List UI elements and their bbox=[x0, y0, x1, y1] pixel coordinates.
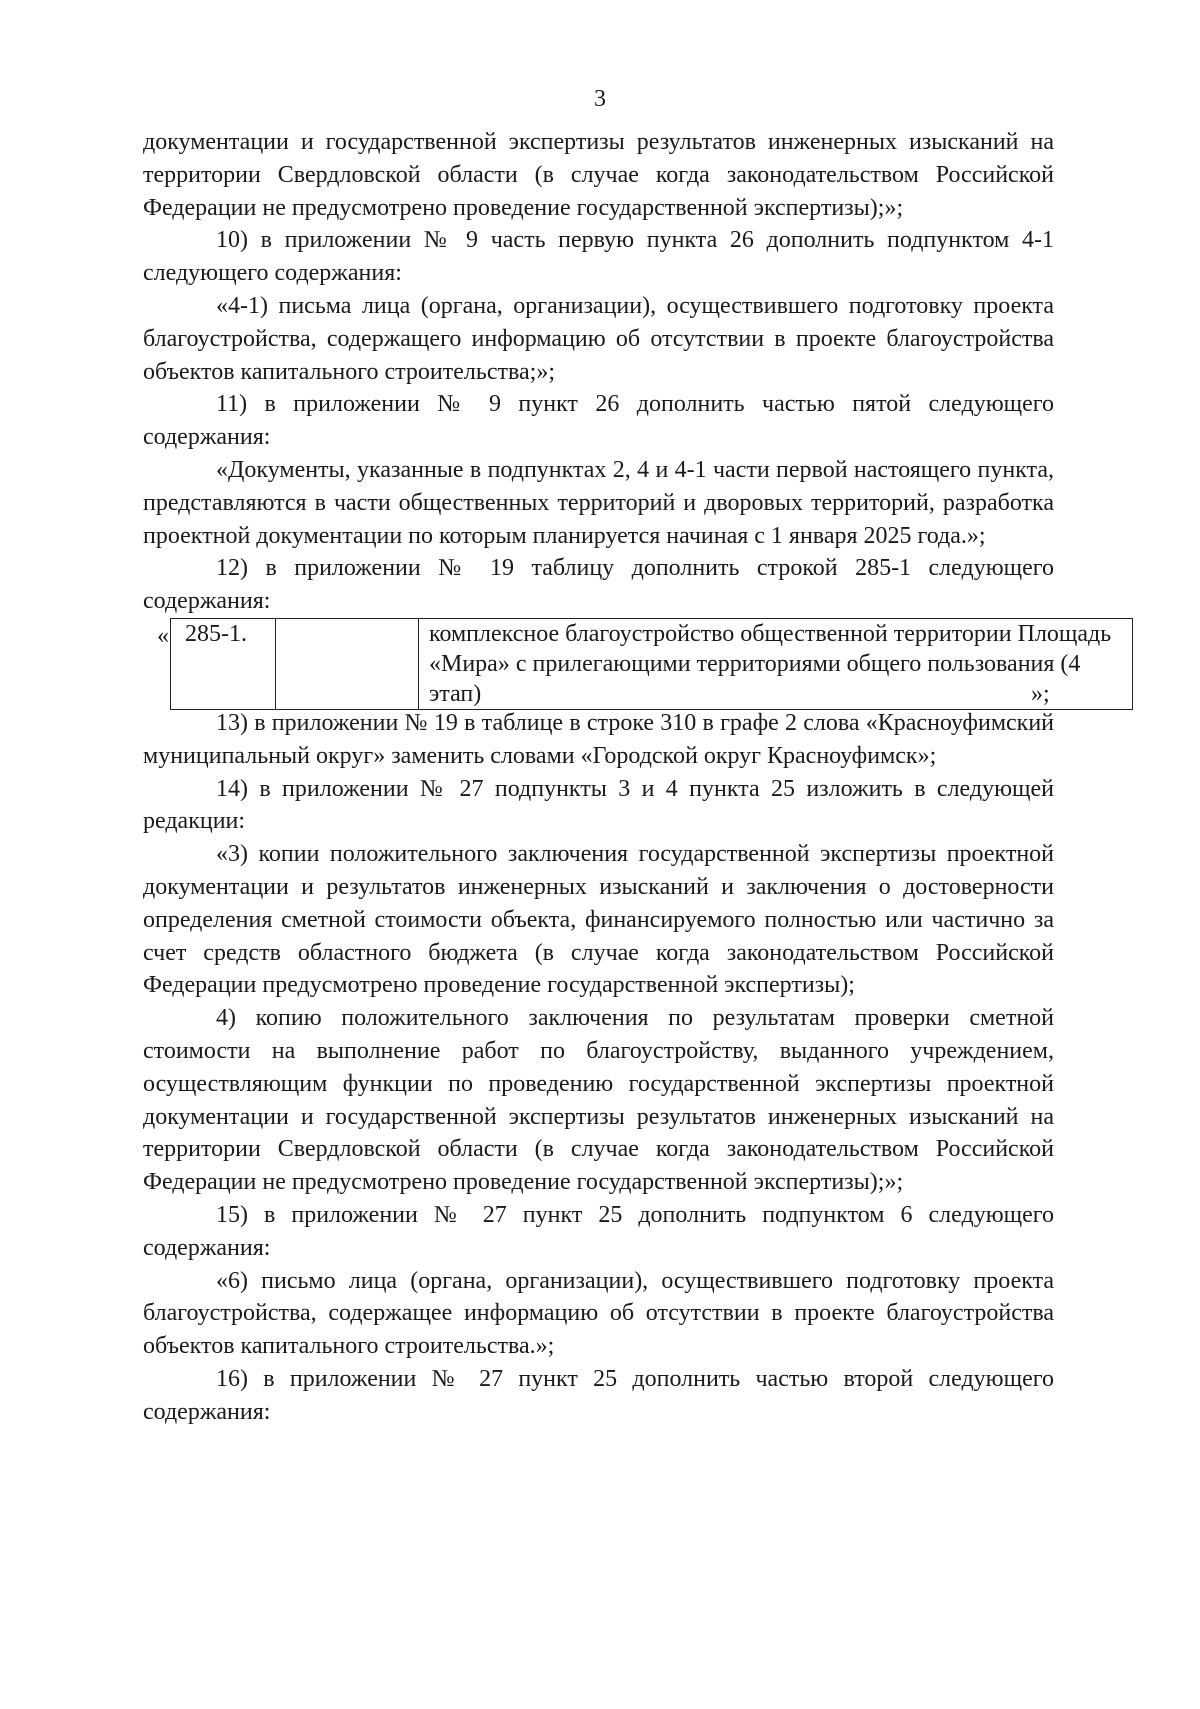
page-number: 3 bbox=[594, 86, 606, 112]
inserted-table-block bbox=[143, 618, 1112, 707]
inserted-table bbox=[170, 618, 1133, 710]
table-close-quote: »; bbox=[1031, 680, 1050, 707]
paragraph: документации и государственной экспертизы результатов инженерных изысканий на территории Свердловской области (в случае когда законодательством Российской Федерации не предусмотрено проведение государственной экспертизы);»; bbox=[143, 129, 1054, 221]
empty-cell bbox=[276, 618, 419, 709]
paragraph: 13) в приложении № 19 в таблице в строке 310 в графе 2 слова «Красноуфимский муниципальный округ» заменить словами «Городской округ Красноуфимск»; bbox=[143, 709, 1054, 769]
paragraph: 14) в приложении № 27 подпункты 3 и 4 пункта 25 изложить в следующей редакции: bbox=[143, 775, 1054, 835]
paragraph: 4) копию положительного заключения по результатам проверки сметной стоимости на выполнение работ по благоустройству, выданного учреждением, осуществляющим функции по проведению государственной экспертизы проектной документации и государственной экспертизы результатов инженерных изысканий на территории Свердловской области (в случае когда законодательством Российской Федерации не предусмотрено проведение государственной экспертизы);»; bbox=[143, 1005, 1054, 1196]
table-open-quote: « bbox=[157, 622, 169, 649]
paragraph: «4-1) письма лица (органа, организации), осуществившего подготовку проекта благоустройства, содержащего информацию об отсутствии в проекте благоустройства объектов капитального строительства;»; bbox=[143, 292, 1054, 385]
paragraph: «6) письмо лица (органа, организации), осуществившего подготовку проекта благоустройства, содержащее информацию об отсутствии в проекте благоустройства объектов капитального строительства.»; bbox=[143, 1267, 1054, 1360]
row-number-cell: 285-1. bbox=[171, 618, 276, 709]
document-body bbox=[143, 126, 1112, 1428]
paragraph: «Документы, указанные в подпунктах 2, 4 и 4-1 части первой настоящего пункта, представляются в части общественных территорий и дворовых территорий, разработка проектной документации по которым планируется начиная с 1 января 2025 года.»; bbox=[143, 456, 1054, 549]
paragraph: 15) в приложении № 27 пункт 25 дополнить подпунктом 6 следующего содержания: bbox=[143, 1201, 1054, 1261]
paragraph: «3) копии положительного заключения государственной экспертизы проектной документации и результатов инженерных изысканий и заключения о достоверности определения сметной стоимости объекта, финансируемого полностью или частично за счет средств областного бюджета (в случае когда законодательством Российской Федерации предусмотрено проведение государственной экспертизы); bbox=[143, 841, 1054, 999]
paragraph: 16) в приложении № 27 пункт 25 дополнить частью второй следующего содержания: bbox=[143, 1365, 1054, 1425]
paragraph: 10) в приложении № 9 часть первую пункта 26 дополнить подпунктом 4-1 следующего содержания: bbox=[143, 227, 1054, 287]
paragraph: 12) в приложении № 19 таблицу дополнить строкой 285-1 следующего содержания: bbox=[143, 555, 1054, 615]
description-cell: комплексное благоустройство общественной территории Площадь «Мира» с прилегающими территориями общего пользования (4 этап) bbox=[419, 618, 1133, 709]
paragraph: 11) в приложении № 9 пункт 26 дополнить частью пятой следующего содержания: bbox=[143, 391, 1054, 451]
table-row bbox=[171, 618, 1133, 709]
